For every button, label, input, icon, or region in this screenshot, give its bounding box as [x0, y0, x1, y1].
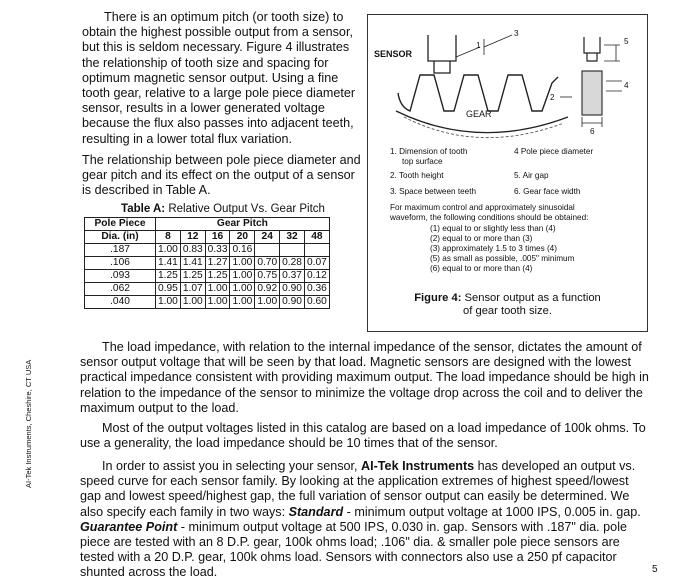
output-value-cell: 1.00 [156, 244, 181, 257]
sensor-selection-paragraph [80, 459, 650, 581]
figure-caption-text: Sensor output as a function [461, 292, 601, 304]
pitch-header: 20 [230, 231, 255, 244]
output-value-cell: 1.00 [205, 283, 230, 296]
output-value-cell: 1.00 [230, 270, 255, 283]
pitch-header: 24 [255, 231, 280, 244]
output-value-cell [280, 244, 305, 257]
output-value-cell: 0.37 [280, 270, 305, 283]
output-value-cell: 0.90 [280, 283, 305, 296]
conditions-intro [390, 203, 588, 223]
output-value-cell: 0.36 [304, 283, 329, 296]
pitch-header: 12 [180, 231, 205, 244]
table-body [85, 244, 330, 309]
p5-text-c: - minimum output voltage at 1000 IPS, 0.005 in. gap. [343, 504, 641, 519]
output-value-cell: 1.00 [230, 283, 255, 296]
output-value-cell: 1.41 [156, 257, 181, 270]
table-row [85, 244, 330, 257]
figure-4 [367, 14, 648, 332]
dim-4-number: 4 [624, 81, 629, 90]
pitch-header: 8 [156, 231, 181, 244]
condition-item: (2) equal to or more than (3) [430, 234, 533, 243]
output-value-cell: 0.90 [280, 296, 305, 309]
standard-term: Standard [288, 504, 344, 519]
conditions-intro-line2: waveform, the following conditions should be obtained: [390, 213, 589, 222]
header-dia: Dia. (in) [85, 231, 156, 244]
sensor-body [428, 35, 456, 61]
table-caption [82, 203, 364, 215]
output-value-cell [255, 244, 280, 257]
side-gear-tooth [582, 71, 602, 115]
figure-caption-line2: of gear tooth size. [463, 305, 552, 317]
dim-6-number: 6 [590, 127, 595, 136]
output-value-cell: 1.07 [180, 283, 205, 296]
side-pole [587, 53, 597, 61]
figure-caption [368, 292, 647, 318]
output-value-cell: 0.16 [230, 244, 255, 257]
output-value-cell: 0.75 [255, 270, 280, 283]
dim-1-number: 1 [476, 41, 481, 50]
legend-item-1-line2: top surface [402, 157, 443, 166]
page-number: 5 [652, 564, 658, 575]
figure-caption-label: Figure 4: [414, 292, 462, 304]
dim-4-line [606, 81, 622, 91]
output-value-cell: 1.27 [205, 257, 230, 270]
condition-item: (3) approximately 1.5 to 3 times (4) [430, 244, 557, 253]
header-pole-piece: Pole Piece [85, 218, 156, 231]
condition-item: (1) equal to or slightly less than (4) [430, 224, 556, 233]
output-value-cell [304, 244, 329, 257]
output-value-cell: 0.70 [255, 257, 280, 270]
gear-teeth [398, 75, 558, 111]
pole-diameter-cell: .187 [85, 244, 156, 257]
conditions-list [430, 224, 574, 274]
output-value-cell: 1.00 [156, 296, 181, 309]
output-value-cell: 0.92 [255, 283, 280, 296]
sensor-pole-piece [434, 61, 450, 73]
condition-item: (6) equal to or more than (4) [430, 264, 533, 273]
output-value-cell: 1.00 [180, 296, 205, 309]
legend-item-3: 3. Space between teeth [390, 187, 477, 196]
output-value-cell: 1.00 [255, 296, 280, 309]
pole-diameter-cell: .106 [85, 257, 156, 270]
output-value-cell: 0.95 [156, 283, 181, 296]
legend-item-6: 6. Gear face width [514, 187, 581, 196]
output-value-cell: 0.33 [205, 244, 230, 257]
brand-name: AI-Tek Instruments [361, 459, 475, 473]
sidebar-company-text: AI-Tek Instruments, Cheshire, CT USA [24, 359, 33, 488]
side-sensor [584, 37, 600, 53]
pitch-header: 48 [304, 231, 329, 244]
pole-diameter-cell: .093 [85, 270, 156, 283]
p5-text-b: has developed an output vs. speed curve for each sensor family. By looking at the application extremes of highest speed/lowest gap and lowest speed/highest gap, the full variation of sensor output can easily be determined. We also specify each family in two ways: [80, 459, 636, 519]
sensor-label: SENSOR [374, 49, 413, 59]
table-row [85, 270, 330, 283]
output-value-cell: 0.28 [280, 257, 305, 270]
output-value-cell: 0.12 [304, 270, 329, 283]
legend-item-4: 4 Pole piece diameter [514, 147, 594, 156]
table-intro-paragraph: The relationship between pole piece diameter and gear pitch and its effect on the output of a sensor is described in Table A. [82, 153, 361, 198]
header-gear-pitch: Gear Pitch [156, 218, 330, 231]
sidebar-company [22, 338, 36, 488]
gear-label: GEAR [466, 109, 492, 119]
output-value-cell: 1.25 [180, 270, 205, 283]
dim-5-number: 5 [624, 37, 629, 46]
dim-3-line [484, 35, 512, 47]
legend-item-1-line1: 1. Dimension of tooth [390, 147, 468, 156]
conditions-intro-line1: For maximum control and approximately sinusoidal [390, 203, 575, 212]
output-value-cell: 1.41 [180, 257, 205, 270]
pitch-header: 32 [280, 231, 305, 244]
output-value-cell: 1.25 [156, 270, 181, 283]
gear-pitch-table [84, 217, 330, 309]
table-row [85, 283, 330, 296]
condition-item: (5) as small as possible, .005" minimum [430, 254, 575, 263]
pole-diameter-cell: .062 [85, 283, 156, 296]
pole-diameter-cell: .040 [85, 296, 156, 309]
table-row [85, 296, 330, 309]
p5-text-a: In order to assist you in selecting your sensor, [102, 459, 362, 473]
output-value-cell: 1.00 [230, 296, 255, 309]
legend-item-5: 5. Air gap [514, 171, 549, 180]
pitch-header: 16 [205, 231, 230, 244]
output-value-cell: 1.00 [230, 257, 255, 270]
dim-5-line [604, 45, 620, 61]
dim-3-number: 3 [514, 29, 519, 38]
table-row [85, 257, 330, 270]
table-caption-label: Table A: [121, 203, 166, 215]
dim-2-number: 2 [550, 93, 555, 102]
output-value-cell: 1.25 [205, 270, 230, 283]
output-value-cell: 0.83 [180, 244, 205, 257]
intro-paragraph: There is an optimum pitch (or tooth size) to obtain the highest possible output from a sensor, but this is seldom necessary. Figure 4 illustrates the relationship of tooth size and spacing for optimum magnetic sensor output. Using a fine tooth gear, relative to a large pole piece diameter sensor, results in a lower generated voltage because the flux also passes into adjacent teeth, resulting in a lower total flux variation. [82, 10, 356, 146]
output-value-cell: 1.00 [205, 296, 230, 309]
guarantee-term: Guarantee Point [80, 519, 178, 534]
output-voltage-paragraph: Most of the output voltages listed in this catalog are based on a load impedance of 100k ohms. To use a generality, the load impedance should be 10 times that of the sensor. [80, 421, 646, 451]
gear-rim-shade [404, 117, 564, 138]
p5-text-d: - minimum output voltage at 500 IPS, 0.030 in. gap. Sensors with .187" dia. pole piece are tested with an 8 D.P. gear, 100k ohms load; .106" dia. & smaller pole piece sensors are tested with a 20 D.P. gear, 100k ohms load. Sensors with connectors also use a 250 pf capacitor shunted across the load. [80, 519, 627, 580]
output-value-cell: 0.60 [304, 296, 329, 309]
load-impedance-paragraph: The load impedance, with relation to the internal impedance of the sensor, dictates the amount of sensor output voltage that will be seen by that load. Magnetic sensors are designed with the lowest practical impedance consistent with providing maximum output. The load impedance should be high in relation to the impedance of the sensor to minimize the voltage drop across the coil and to deliver the maximum output to the load. [80, 340, 649, 415]
output-value-cell: 0.07 [304, 257, 329, 270]
legend-item-2: 2. Tooth height [390, 171, 444, 180]
table-caption-text: Relative Output Vs. Gear Pitch [165, 203, 325, 215]
legend-item-1 [390, 147, 467, 167]
dim-6-line [582, 117, 602, 127]
